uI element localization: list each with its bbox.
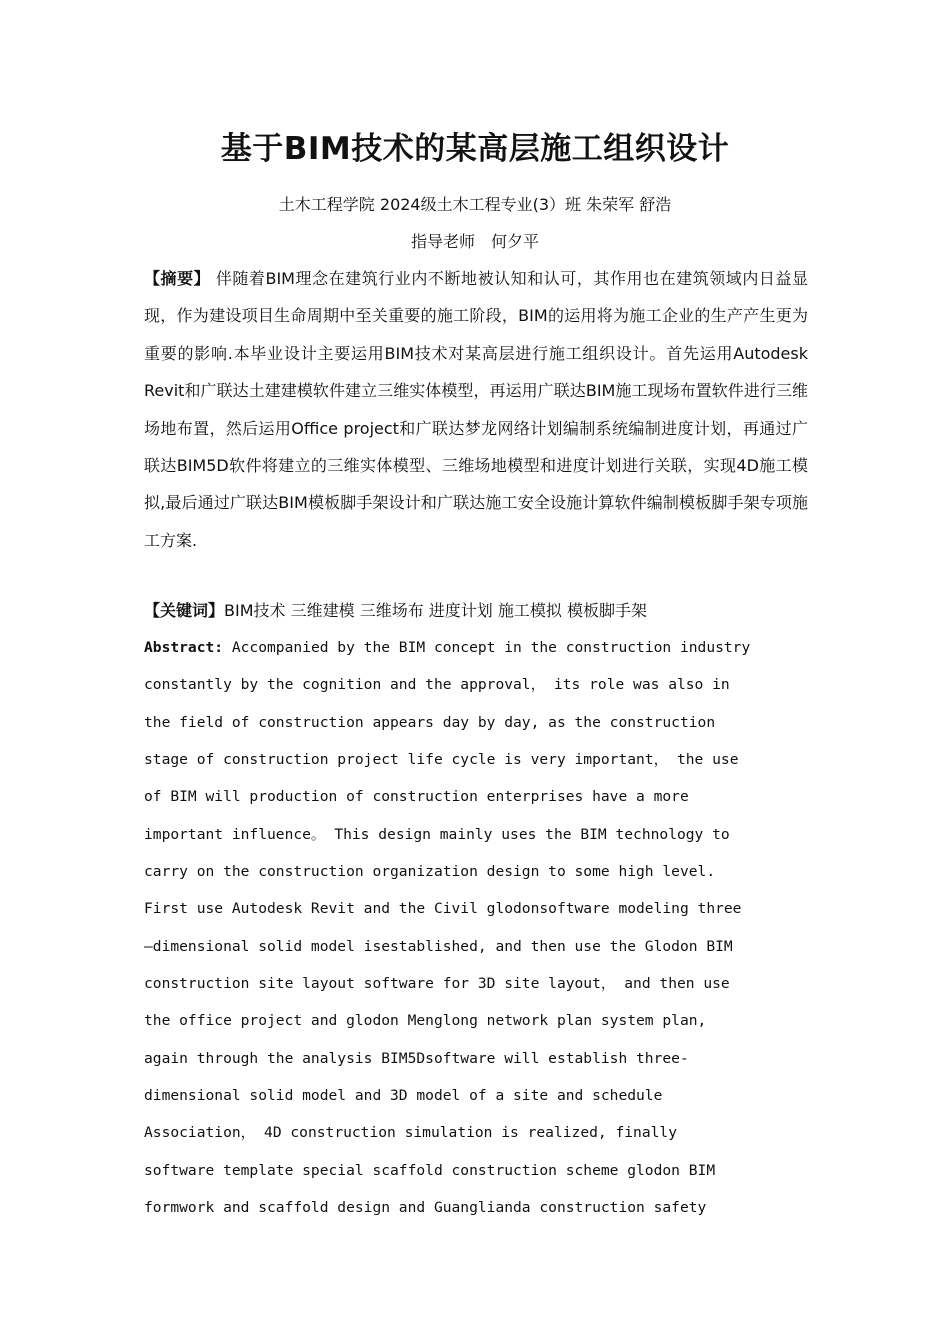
author-line: 土木工程学院 2024级土木工程专业(3）班 朱荣军 舒浩 — [278, 195, 672, 214]
keywords-text: BIM技术 三维建模 三维场布 进度计划 施工模拟 模板脚手架 — [224, 601, 647, 620]
english-abstract-line: construction site layout software for 3D site layout， and then use — [144, 975, 730, 993]
english-abstract-line: constantly by the cognition and the approval， its role was also in — [144, 676, 730, 694]
advisor-line: 指导老师 何夕平 — [410, 232, 539, 251]
english-abstract-first-line: Accompanied by the BIM concept in the construction industry — [223, 639, 751, 656]
english-abstract-line: Association， 4D construction simulation is realized, finally — [144, 1124, 677, 1142]
english-abstract-label: Abstract: — [144, 639, 224, 656]
chinese-abstract — [144, 260, 808, 559]
english-abstract-line: important influence。 This design mainly uses the BIM technology to — [144, 825, 730, 843]
english-abstract-line: carry on the construction organization design to some high level. — [144, 863, 716, 881]
english-abstract-line: —dimensional solid model isestablished, and then use the Glodon BIM — [144, 937, 733, 955]
english-abstract-line: of BIM will production of construction enterprises have a more — [144, 788, 689, 806]
keywords-label: 【关键词】 — [144, 601, 225, 620]
english-abstract-line: First use Autodesk Revit and the Civil glodonsoftware modeling three — [144, 900, 742, 918]
english-abstract — [144, 629, 808, 1227]
english-abstract-line: again through the analysis BIM5Dsoftware will establish three- — [144, 1049, 689, 1067]
chinese-abstract-label: 【摘要】 — [144, 269, 211, 288]
chinese-abstract-text: 伴随着BIM理念在建筑行业内不断地被认知和认可，其作用也在建筑领域内日益显现，作为建设项目生命周期中至关重要的施工阶段，BIM的运用将为施工企业的生产产生更为重要的影响.本毕业设计主要运用BIM技术对某高层进行施工组织设计。首先运用Autodesk Revit和广联达土建建模软件建立三维实体模型，再运用广联达BIM施工现场布置软件进行三维场地布置，然后运用Office project和广联达梦龙网络计划编制系统编制进度计划，再通过广联达BIM5D软件将建立的三维实体模型、三维场地模型和进度计划进行关联，实现4D施工模拟,最后通过广联达BIM模板脚手架设计和广联达施工安全设施计算软件编制模板脚手架专项施工方案. — [144, 269, 808, 550]
english-abstract-line: the field of construction appears day by day, as the construction — [144, 713, 716, 731]
english-abstract-line: stage of construction project life cycle is very important， the use — [144, 751, 739, 769]
english-abstract-line: formwork and scaffold design and Guanglianda construction safety — [144, 1199, 707, 1217]
english-abstract-line: the office project and glodon Menglong network plan system plan, — [144, 1012, 707, 1030]
page-title: 基于BIM技术的某高层施工组织设计 — [220, 131, 730, 167]
english-abstract-line: dimensional solid model and 3D model of a site and schedule — [144, 1087, 663, 1105]
english-abstract-line — [144, 629, 808, 666]
english-abstract-line: software template special scaffold construction scheme glodon BIM — [144, 1161, 716, 1179]
keywords — [144, 592, 808, 629]
